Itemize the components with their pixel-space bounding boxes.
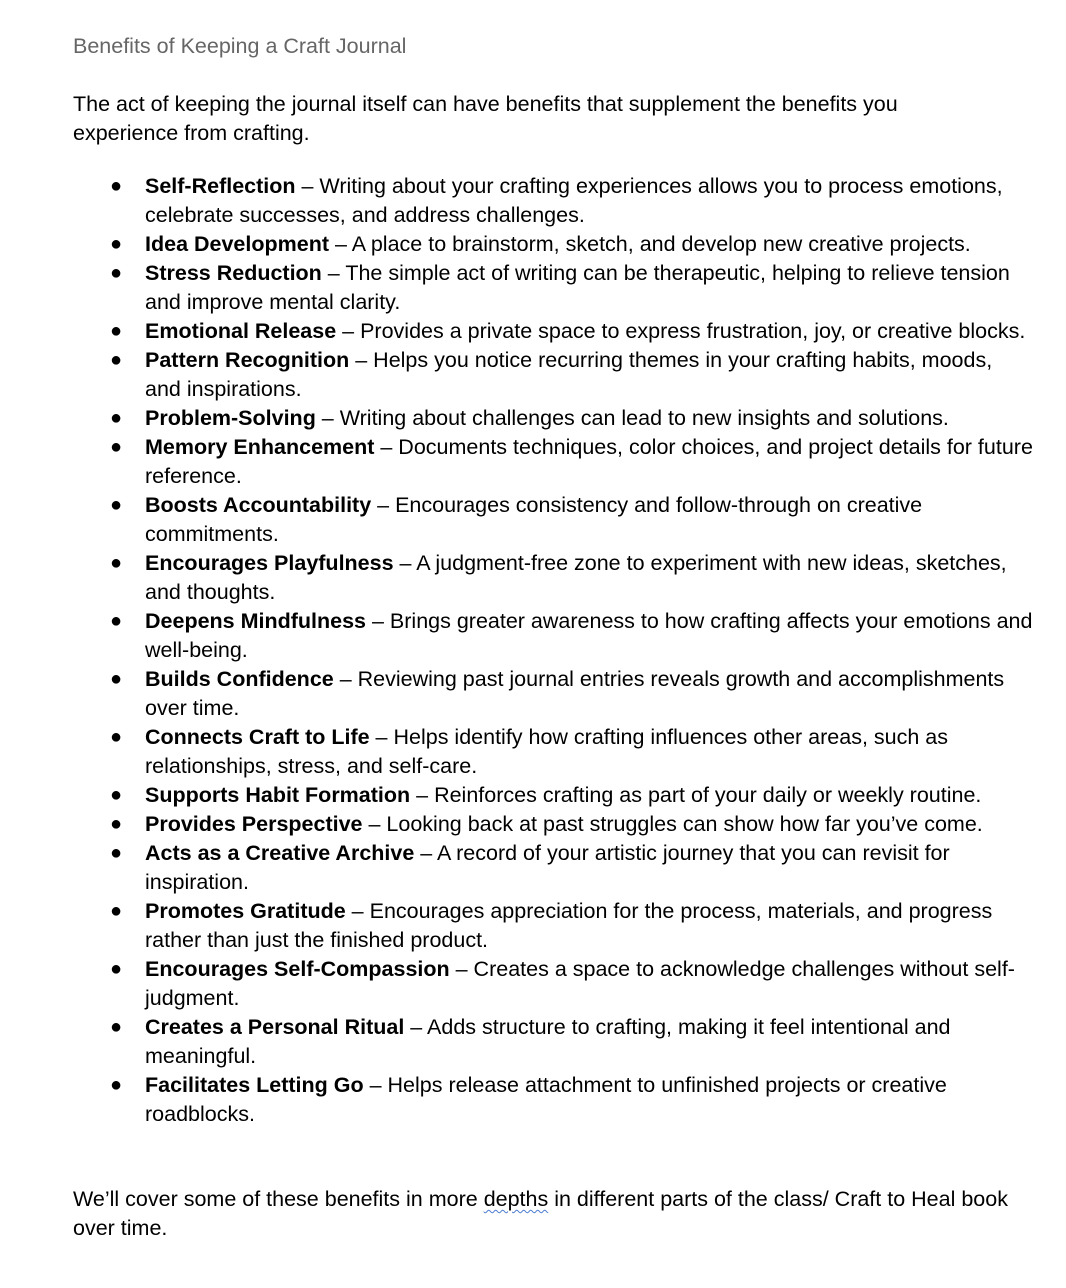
benefit-item: [73, 172, 1033, 230]
benefit-item: [73, 230, 1033, 259]
benefit-description: – Brings greater awareness to how crafting affects your emotions and well-being.: [145, 609, 1033, 662]
bullet-icon: ●: [109, 175, 123, 197]
bullet-icon: ●: [109, 233, 123, 255]
benefit-term: Provides Perspective: [145, 812, 363, 836]
benefit-item: [73, 549, 1033, 607]
benefit-description: – Creates a space to acknowledge challenges without self-judgment.: [145, 957, 1015, 1010]
benefit-term: Pattern Recognition: [145, 348, 350, 372]
benefit-term: Problem-Solving: [145, 406, 316, 430]
benefit-item: [73, 839, 1033, 897]
benefit-term: Idea Development: [145, 232, 329, 256]
closing-paragraph: [73, 1185, 1013, 1243]
benefit-term: Encourages Self-Compassion: [145, 957, 450, 981]
benefit-description: – A record of your artistic journey that you can revisit for inspiration.: [145, 841, 950, 894]
benefit-item: [73, 897, 1033, 955]
bullet-icon: ●: [109, 726, 123, 748]
benefit-term: Connects Craft to Life: [145, 725, 370, 749]
benefit-item: [73, 781, 1033, 810]
benefit-description: – Helps release attachment to unfinished projects or creative roadblocks.: [145, 1073, 947, 1126]
benefit-item: [73, 491, 1033, 549]
bullet-icon: ●: [109, 1074, 123, 1096]
benefit-description: – Reinforces crafting as part of your daily or weekly routine.: [410, 783, 982, 807]
benefit-description: – Provides a private space to express frustration, joy, or creative blocks.: [336, 319, 1026, 343]
benefit-description: – Writing about your crafting experiences allows you to process emotions, celebrate successes, and address challenges.: [145, 174, 1003, 227]
benefit-description: – A place to brainstorm, sketch, and develop new creative projects.: [329, 232, 971, 256]
benefit-description: – Looking back at past struggles can show how far you’ve come.: [362, 812, 983, 836]
benefit-item: [73, 1013, 1033, 1071]
spellcheck-flagged-word[interactable]: depths: [483, 1187, 549, 1211]
bullet-icon: ●: [109, 262, 123, 284]
benefit-term: Facilitates Letting Go: [145, 1073, 364, 1097]
benefit-item: [73, 346, 1033, 404]
benefit-description: – Reviewing past journal entries reveals growth and accomplishments over time.: [145, 667, 1005, 720]
bullet-icon: ●: [109, 900, 123, 922]
benefit-description: – Adds structure to crafting, making it feel intentional and meaningful.: [145, 1015, 951, 1068]
benefit-term: Memory Enhancement: [145, 435, 375, 459]
benefit-term: Deepens Mindfulness: [145, 609, 367, 633]
bullet-icon: ●: [109, 610, 123, 632]
benefit-description: – The simple act of writing can be therapeutic, helping to relieve tension and improve mental clarity.: [145, 261, 1010, 314]
benefit-item: [73, 404, 1033, 433]
bullet-icon: ●: [109, 407, 123, 429]
benefit-item: [73, 607, 1033, 665]
benefit-item: [73, 433, 1033, 491]
benefit-description: – Helps identify how crafting influences other areas, such as relationships, stress, and self-care.: [145, 725, 948, 778]
benefit-item: [73, 723, 1033, 781]
benefit-description: – Helps you notice recurring themes in your crafting habits, moods, and inspirations.: [145, 348, 993, 401]
benefit-description: – A judgment-free zone to experiment with new ideas, sketches, and thoughts.: [145, 551, 1007, 604]
bullet-icon: ●: [109, 1016, 123, 1038]
bullet-icon: ●: [109, 813, 123, 835]
bullet-icon: ●: [109, 494, 123, 516]
closing-text-end: in different parts of the class/ Craft to Heal book over time.: [73, 1187, 1008, 1240]
benefit-term: Creates a Personal Ritual: [145, 1015, 405, 1039]
bullet-icon: ●: [109, 842, 123, 864]
bullet-icon: ●: [109, 320, 123, 342]
bullet-icon: ●: [109, 668, 123, 690]
closing-text-start: We’ll cover some of these benefits in more: [73, 1187, 484, 1211]
benefit-item: [73, 665, 1033, 723]
benefit-term: Boosts Accountability: [145, 493, 372, 517]
benefit-description: – Documents techniques, color choices, and project details for future reference.: [145, 435, 1033, 488]
document-heading: Benefits of Keeping a Craft Journal: [73, 34, 407, 58]
bullet-icon: ●: [109, 436, 123, 458]
benefit-item: [73, 1071, 1033, 1129]
benefit-term: Acts as a Creative Archive: [145, 841, 415, 865]
benefit-term: Builds Confidence: [145, 667, 334, 691]
benefit-item: [73, 317, 1033, 346]
bullet-icon: ●: [109, 552, 123, 574]
benefit-description: – Writing about challenges can lead to new insights and solutions.: [315, 406, 949, 430]
benefit-term: Self-Reflection: [145, 174, 296, 198]
bullet-icon: ●: [109, 958, 123, 980]
benefit-term: Supports Habit Formation: [145, 783, 411, 807]
benefit-term: Promotes Gratitude: [145, 899, 346, 923]
benefit-item: [73, 259, 1033, 317]
benefit-description: – Encourages consistency and follow-through on creative commitments.: [145, 493, 923, 546]
benefits-list: [73, 172, 1033, 1129]
intro-paragraph: The act of keeping the journal itself can have benefits that supplement the benefits you experience from crafting.: [73, 92, 898, 145]
benefit-term: Emotional Release: [145, 319, 337, 343]
benefit-description: – Encourages appreciation for the process, materials, and progress rather than just the finished product.: [145, 899, 993, 952]
benefit-term: Encourages Playfulness: [145, 551, 394, 575]
bullet-icon: ●: [109, 349, 123, 371]
benefit-term: Stress Reduction: [145, 261, 322, 285]
benefit-item: [73, 810, 1033, 839]
benefit-item: [73, 955, 1033, 1013]
bullet-icon: ●: [109, 784, 123, 806]
